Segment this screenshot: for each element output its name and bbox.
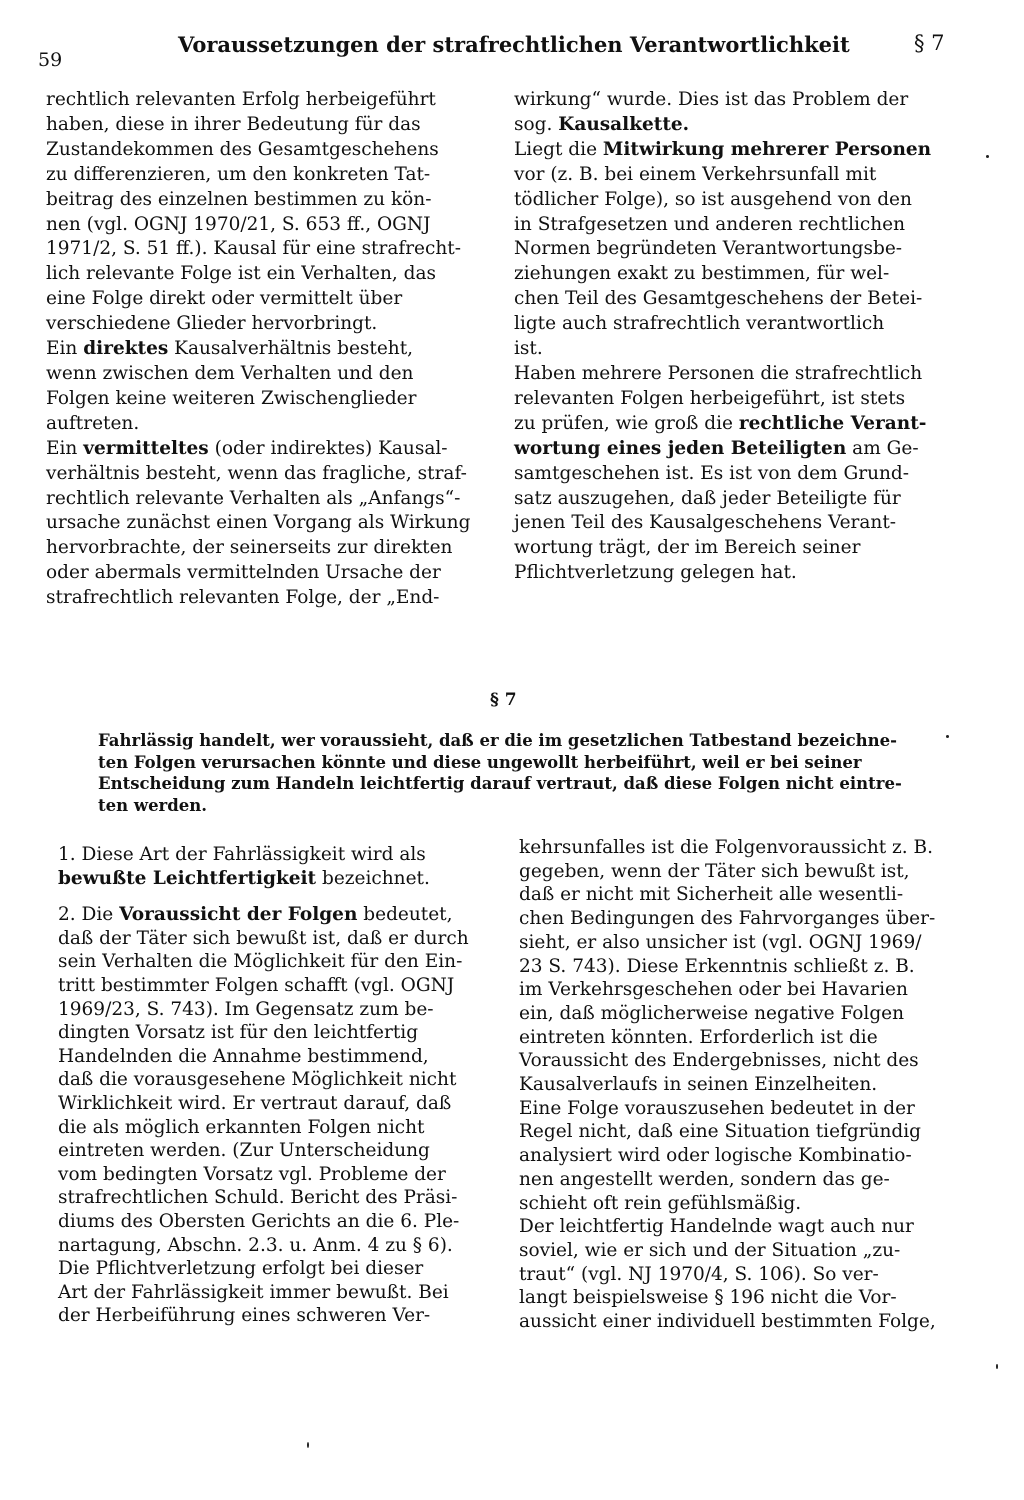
text-line: Zustandekommen des Gesamtgeschehens [46,138,439,160]
text-line: rechtlich relevante Verhalten als „Anfangs“- [46,487,461,509]
paragraph-gap [58,890,488,903]
text-line: Ein direktes Kausalverhältnis besteht, [46,338,414,360]
emphasis: wortung eines jeden Beteiligten [514,437,847,459]
text-line: nartagung, Abschn. 2.3. u. Anm. 4 zu § 6). [58,1234,453,1256]
text-line: lich relevante Folge ist ein Verhalten, das [46,263,436,285]
text-line: auftreten. [46,412,140,434]
lower-left-column [58,843,488,1328]
page-number: 59 [38,49,63,71]
text-line: chen Bedingungen des Fahrvorganges über- [519,908,936,930]
text-line: zu prüfen, wie groß die rechtliche Verant- [514,412,927,434]
print-speck [996,1364,998,1369]
text-line: daß die vorausgesehene Möglichkeit nicht [58,1069,457,1091]
text-line: satz auszugehen, daß jeder Beteiligte für [514,487,901,509]
text-line: daß der Täter sich bewußt ist, daß er durch [58,927,469,949]
emphasis: vermitteltes [83,437,209,459]
text-line: eintreten werden. (Zur Unterscheidung [58,1140,430,1162]
text-line: 23 S. 743). Diese Erkenntnis schließt z. B. [519,955,915,977]
text-line: der Herbeiführung eines schweren Ver- [58,1305,431,1327]
text-line: ziehungen exakt zu bestimmen, für wel- [514,263,890,285]
text-line: langt beispielsweise § 196 nicht die Vor- [519,1287,897,1309]
text-line: Kausalverlaufs in seinen Einzelheiten. [519,1074,878,1096]
text-line: Haben mehrere Personen die strafrechtlich [514,362,923,384]
text-line: soviel, wie er sich und der Situation „zu- [519,1239,901,1261]
text-line: in Strafgesetzen und anderen rechtlichen [514,213,906,235]
print-speck [946,735,949,738]
text-line: diums des Obersten Gerichts an die 6. Ple- [58,1210,460,1232]
text-line: sieht, er also unsicher ist (vgl. OGNJ 1969/ [519,931,922,953]
text-line: kehrsunfalles ist die Folgenvoraussicht z. B. [519,837,934,858]
text-line: Pflichtverletzung gelegen hat. [514,562,797,584]
text-line: jenen Teil des Kausalgeschehens Verant- [514,512,897,534]
text-line: eine Folge direkt oder vermittelt über [46,288,403,310]
text-line: die als möglich erkannten Folgen nicht [58,1116,425,1138]
text-line: Liegt die Mitwirkung mehrerer Personen [514,138,932,160]
text-line: vor (z. B. bei einem Verkehrsunfall mit [514,163,877,185]
text-line: traut“ (vgl. NJ 1970/4, S. 106). So ver- [519,1263,879,1285]
text-line: ist. [514,338,543,360]
text-line: 1. Diese Art der Fahrlässigkeit wird als [58,844,426,865]
text-line: daß er nicht mit Sicherheit alle wesentli- [519,884,904,906]
running-section-number: § 7 [914,31,945,55]
text-line: rechtlich relevanten Erfolg herbeigeführt [46,89,436,110]
text-line: schieht oft rein gefühlsmäßig. [519,1192,802,1214]
text-line: analysiert wird oder logische Kombinatio- [519,1145,912,1167]
text-line: verhältnis besteht, wenn das fragliche, straf- [46,462,467,484]
text-line: Ein vermitteltes (oder indirektes) Kausal- [46,437,448,459]
emphasis: Kausalkette. [558,113,690,135]
law-text-line: ten werden. [98,795,208,815]
text-line: vom bedingten Vorsatz vgl. Probleme der [58,1163,446,1185]
text-line: ursache zunächst einen Vorgang als Wirkung [46,512,471,534]
text-line: verschiedene Glieder hervorbringt. [46,313,378,335]
text-line: wenn zwischen dem Verhalten und den [46,362,414,384]
text-line: 1971/2, S. 51 ff.). Kausal für eine strafrecht- [46,238,461,260]
text-line: beitrag des einzelnen bestimmen zu kön- [46,188,432,210]
emphasis: rechtliche Verant- [738,412,927,434]
text-line: haben, diese in ihrer Bedeutung für das [46,113,421,135]
print-speck [986,155,989,158]
law-text-line: Fahrlässig handelt, wer voraussieht, daß er die im gesetzlichen Tatbestand bezeichne- [98,731,898,750]
text-line: relevanten Folgen herbeigeführt, ist stets [514,387,906,409]
text-line: Die Pflichtverletzung erfolgt bei dieser [58,1258,424,1280]
text-line: hervorbrachte, der seinerseits zur direkten [46,537,453,559]
text-line: 1969/23, S. 743). Im Gegensatz zum be- [58,998,434,1020]
emphasis: Voraussicht der Folgen [119,904,358,926]
text-line: Der leichtfertig Handelnde wagt auch nur [519,1216,914,1238]
law-text-line: Entscheidung zum Handeln leichtfertig darauf vertraut, daß diese Folgen nicht eintre- [98,774,902,794]
text-line: wortung eines jeden Beteiligten am Ge- [514,437,919,459]
text-line: 2. Die Voraussicht der Folgen bedeutet, [58,904,453,926]
text-line: bewußte Leichtfertigkeit bezeichnet. [58,867,430,889]
running-title: Voraussetzungen der strafrechtlichen Verantwortlichkeit [178,32,850,57]
text-line: Normen begründeten Verantwortungsbe- [514,238,903,260]
print-speck [307,1442,309,1448]
text-line: Eine Folge vorauszusehen bedeutet in der [519,1097,915,1119]
law-text [98,730,958,816]
text-line: wortung trägt, der im Bereich seiner [514,537,861,559]
text-line: sein Verhalten die Möglichkeit für den Ein- [58,951,463,973]
text-line: Wirklichkeit wird. Er vertraut darauf, daß [58,1092,452,1114]
emphasis: Mitwirkung mehrerer Personen [602,138,932,160]
text-line: ein, daß möglicherweise negative Folgen [519,1002,905,1024]
upper-right-column [514,88,954,586]
text-line: im Verkehrsgeschehen oder bei Havarien [519,979,908,1001]
text-line: tritt bestimmter Folgen schafft (vgl. OGNJ [58,974,455,996]
emphasis: direktes [83,338,169,360]
text-line: Regel nicht, daß eine Situation tiefgründig [519,1121,922,1143]
text-line: nen angestellt werden, sondern das ge- [519,1168,890,1190]
upper-left-column [46,88,486,611]
text-line: Art der Fahrlässigkeit immer bewußt. Bei [58,1281,449,1303]
text-line: Folgen keine weiteren Zwischenglieder [46,387,417,409]
section-heading: § 7 [490,690,517,710]
text-line: tödlicher Folge), so ist ausgehend von den [514,188,912,210]
text-line: eintreten könnten. Erforderlich ist die [519,1026,878,1048]
lower-right-column [519,836,959,1334]
text-line: zu differenzieren, um den konkreten Tat- [46,163,431,185]
text-line: ligte auch strafrechtlich verantwortlich [514,313,885,335]
text-line: nen (vgl. OGNJ 1970/21, S. 653 ff., OGNJ [46,213,431,235]
text-line: strafrechtlich relevanten Folge, der „End- [46,587,440,609]
text-line: samtgeschehen ist. Es ist von dem Grund- [514,462,910,484]
text-line: Handelnden die Annahme bestimmend, [58,1045,429,1067]
text-line: dingten Vorsatz ist für den leichtfertig [58,1022,419,1044]
text-line: gegeben, wenn der Täter sich bewußt ist, [519,860,910,882]
emphasis: bewußte Leichtfertigkeit [58,867,317,889]
law-text-line: ten Folgen verursachen könnte und diese ungewollt herbeiführt, weil er bei seiner [98,752,862,772]
text-line: chen Teil des Gesamtgeschehens der Betei- [514,288,923,310]
text-line: sog. Kausalkette. [514,113,690,135]
text-line: wirkung“ wurde. Dies ist das Problem der [514,89,909,110]
text-line: strafrechtlichen Schuld. Bericht des Präsi- [58,1187,458,1209]
text-line: oder abermals vermittelnden Ursache der [46,562,441,584]
text-line: aussicht einer individuell bestimmten Folge, [519,1311,936,1333]
text-line: Voraussicht des Endergebnisses, nicht des [519,1050,919,1072]
